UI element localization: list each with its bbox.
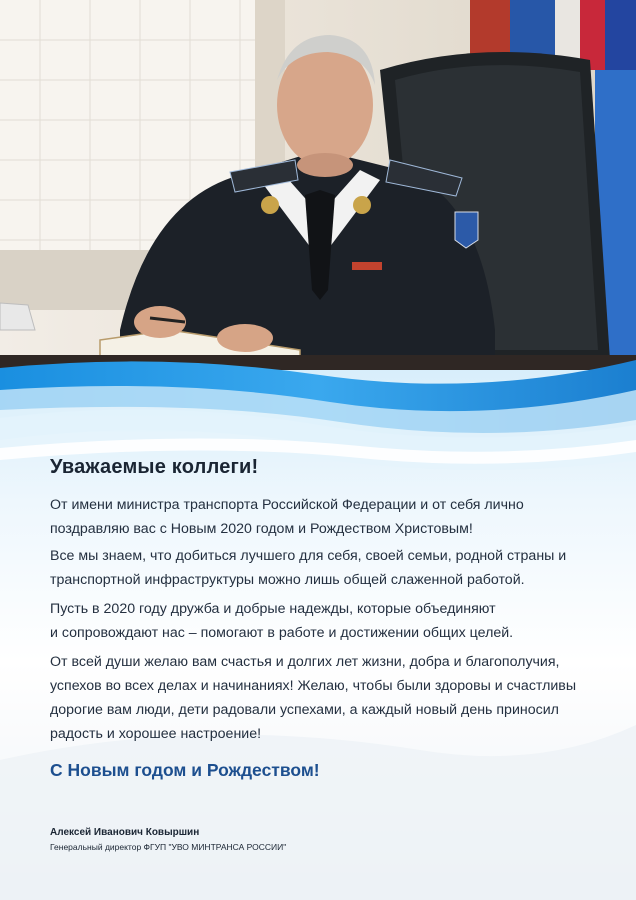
paragraph-4-line-4: радость и хорошее настроение!: [50, 726, 262, 742]
paragraph-1-line-2: поздравляю вас с Новым 2020 годом и Рождеством Христовым!: [50, 521, 473, 537]
paragraph-4: [50, 650, 588, 746]
paragraph-3-line-2: и сопровождают нас – помогают в работе и достижении общих целей.: [50, 625, 514, 641]
paragraph-4-line-3: дорогие вам люди, дети радовали успехами, а каждый новый день приносил: [50, 702, 559, 718]
portrait-photo: [0, 0, 636, 380]
signatory-title: Генеральный директор ФГУП "УВО МИНТРАНСА РОССИИ": [50, 842, 287, 852]
paragraph-1-line-1: От имени министра транспорта Российской Федерации и от себя лично: [50, 497, 524, 513]
paragraph-1: [50, 493, 588, 541]
paragraph-2: [50, 544, 588, 592]
closing-greeting: С Новым годом и Рождеством!: [50, 760, 320, 780]
paragraph-3: [50, 597, 588, 645]
paragraph-3-line-1: Пусть в 2020 году дружба и добрые надежды, которые объединяют: [50, 601, 496, 617]
portrait-illustration: [0, 0, 636, 380]
paragraph-4-line-1: От всей души желаю вам счастья и долгих лет жизни, добра и благополучия,: [50, 654, 560, 670]
paragraph-2-line-2: транспортной инфраструктуры можно лишь общей слаженной работой.: [50, 572, 525, 588]
paragraph-4-line-2: успехов во всех делах и начинаниях! Желаю, чтобы были здоровы и счастливы: [50, 678, 577, 694]
greeting-heading: Уважаемые коллеги!: [50, 456, 259, 478]
signatory-name: Алексей Иванович Ковыршин: [50, 827, 200, 838]
paragraph-2-line-1: Все мы знаем, что добиться лучшего для себя, своей семьи, родной страны и: [50, 548, 567, 564]
